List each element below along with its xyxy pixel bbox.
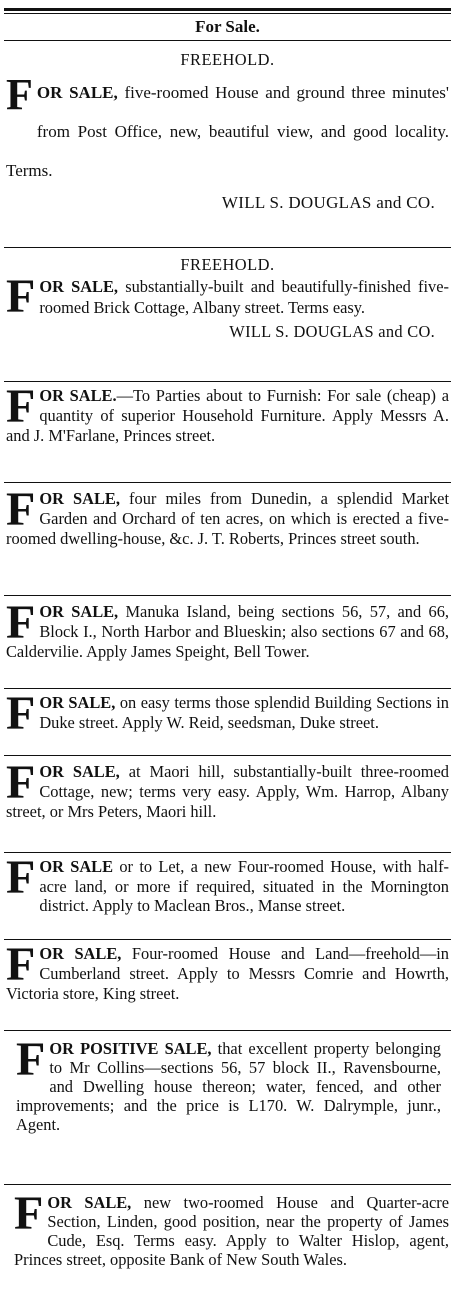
ad-9 bbox=[4, 940, 451, 1030]
drop-cap: F bbox=[6, 756, 36, 809]
ad-heading: FREEHOLD. bbox=[180, 50, 275, 69]
ad-body: —To Parties about to Furnish: For sale (cheap) a quantity of superior Household Furniture. Apply Messrs A. and J. M'Farlane, Princes street. bbox=[6, 386, 449, 445]
drop-cap: F bbox=[6, 853, 36, 904]
drop-cap: F bbox=[6, 483, 36, 536]
ad-5 bbox=[4, 596, 451, 688]
ad-lead: OR SALE, bbox=[39, 693, 116, 712]
ad-1 bbox=[4, 41, 451, 247]
drop-cap: F bbox=[6, 270, 36, 323]
drop-cap: F bbox=[6, 70, 33, 119]
ad-lead: OR SALE, bbox=[39, 602, 119, 621]
ad-8 bbox=[4, 853, 451, 939]
ad-lead: OR POSITIVE SALE, bbox=[49, 1039, 212, 1058]
ad-body: that excellent property belonging to Mr Collins—sections 56, 57 block II., Ravensbourne, and Dwelling house thereon; water, fenced, and other improvements; and the price is L170. W. Dalrymple, junr., Agent. bbox=[16, 1039, 441, 1134]
drop-cap: F bbox=[16, 1033, 46, 1086]
drop-cap: F bbox=[6, 596, 36, 649]
section-title: For Sale. bbox=[195, 17, 260, 36]
ad-2 bbox=[4, 248, 451, 381]
ad-4 bbox=[4, 483, 451, 595]
ad-6 bbox=[4, 689, 451, 755]
ad-lead: OR SALE, bbox=[39, 762, 120, 781]
drop-cap: F bbox=[14, 1187, 44, 1240]
ad-signature: WILL S. DOUGLAS and CO. bbox=[221, 193, 435, 212]
ad-lead: OR SALE, bbox=[39, 277, 119, 296]
drop-cap: F bbox=[6, 382, 36, 433]
ad-body: on easy terms those splendid Building Sections in Duke street. Apply W. Reid, seedsman, Duke street. bbox=[39, 693, 449, 732]
top-rule bbox=[4, 8, 451, 11]
ad-body: Four-roomed House and Land—freehold—in Cumberland street. Apply to Messrs Comrie and Howrth, Victoria store, King street. bbox=[6, 944, 449, 1003]
ad-lead: OR SALE, bbox=[36, 83, 118, 102]
ad-10 bbox=[4, 1031, 451, 1184]
drop-cap: F bbox=[6, 940, 36, 991]
ad-lead: OR SALE bbox=[39, 857, 114, 876]
ad-lead: OR SALE. bbox=[39, 386, 117, 405]
ad-body: new two-roomed House and Quarter-acre Section, Linden, good position, near the property of James Cude, Esq. Terms easy. Apply to Walter Hislop, agent, Princes street, opposite Bank of New South Wales. bbox=[14, 1193, 450, 1269]
ad-7 bbox=[4, 756, 451, 852]
drop-cap: F bbox=[6, 689, 36, 740]
ad-signature: WILL S. DOUGLAS and CO. bbox=[229, 322, 435, 341]
ad-lead: OR SALE, bbox=[47, 1193, 132, 1212]
ad-body: five-roomed House and ground three minutes' from Post Office, new, beautiful view, and good locality. Terms. bbox=[6, 83, 449, 180]
ad-heading: FREEHOLD. bbox=[180, 255, 275, 274]
ad-11 bbox=[4, 1185, 451, 1313]
ad-3 bbox=[4, 382, 451, 482]
ad-lead: OR SALE, bbox=[39, 944, 122, 963]
ad-body: substantially-built and beautifully-finished five-roomed Brick Cottage, Albany street. Terms easy. bbox=[39, 277, 449, 317]
ad-lead: OR SALE, bbox=[39, 489, 120, 508]
ad-body: or to Let, a new Four-roomed House, with half-acre land, or more if required, situated in the Mornington district. Apply to Maclean Bros., Manse street. bbox=[39, 857, 449, 915]
ad-body: at Maori hill, substantially-built three-roomed Cottage, new; terms very easy. Apply, Wm. Harrop, Albany street, or Mrs Peters, Maori hill. bbox=[6, 762, 449, 821]
ad-body: four miles from Dunedin, a splendid Market Garden and Orchard of ten acres, on which is erected a five-roomed dwelling-house, &c. J. T. Roberts, Princes street south. bbox=[6, 489, 449, 548]
ad-body: Manuka Island, being sections 56, 57, and 66, Block I., North Harbor and Blueskin; also sections 67 and 68, Caldervilie. Apply James Speight, Bell Tower. bbox=[6, 602, 449, 661]
